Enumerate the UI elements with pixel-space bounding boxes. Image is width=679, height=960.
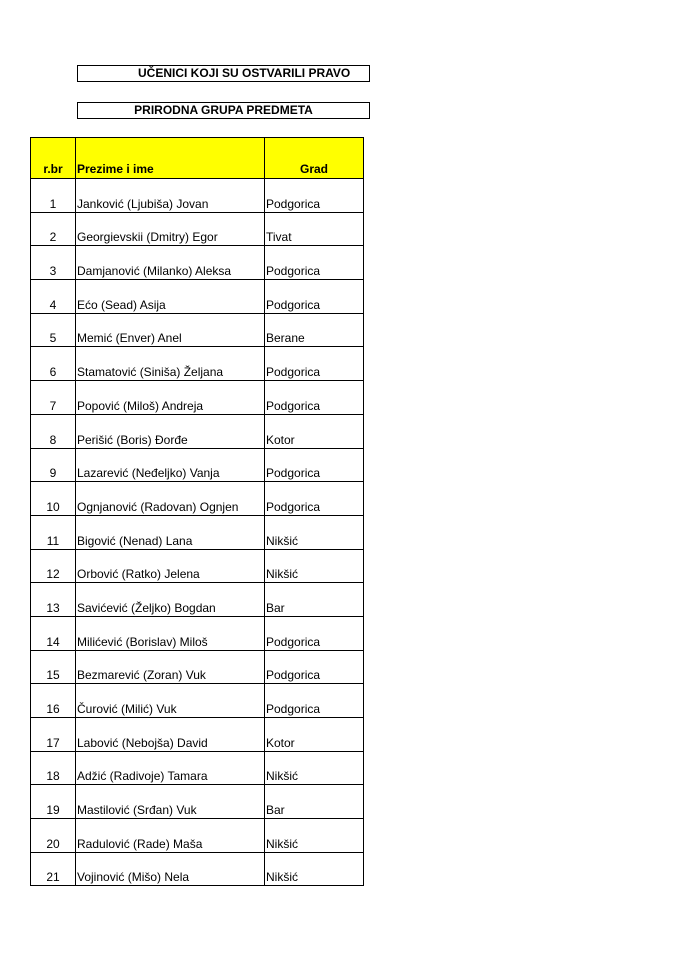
row-number: 3: [31, 246, 76, 280]
student-name: Radulović (Rade) Maša: [76, 819, 265, 853]
row-number: 13: [31, 583, 76, 617]
row-number: 12: [31, 549, 76, 583]
row-number: 10: [31, 482, 76, 516]
row-number: 2: [31, 212, 76, 246]
row-number: 11: [31, 515, 76, 549]
student-name: Damjanović (Milanko) Aleksa: [76, 246, 265, 280]
table-row: [31, 448, 364, 482]
row-number: 14: [31, 616, 76, 650]
table-row: [31, 347, 364, 381]
student-city: Nikšić: [265, 819, 364, 853]
student-name: Orbović (Ratko) Jelena: [76, 549, 265, 583]
header-name: Prezime i ime: [76, 138, 265, 179]
student-name: Milićević (Borislav) Miloš: [76, 616, 265, 650]
table-row: [31, 852, 364, 886]
table-row: [31, 246, 364, 280]
table-row: [31, 414, 364, 448]
student-name: Bigović (Nenad) Lana: [76, 515, 265, 549]
row-number: 17: [31, 718, 76, 752]
student-city: Podgorica: [265, 448, 364, 482]
row-number: 5: [31, 313, 76, 347]
student-name: Vojinović (Mišo) Nela: [76, 852, 265, 886]
student-city: Nikšić: [265, 515, 364, 549]
student-city: Berane: [265, 313, 364, 347]
students-table: [30, 137, 364, 886]
table-row: [31, 482, 364, 516]
row-number: 21: [31, 852, 76, 886]
table-row: [31, 212, 364, 246]
student-city: Podgorica: [265, 246, 364, 280]
student-city: Podgorica: [265, 381, 364, 415]
student-city: Podgorica: [265, 650, 364, 684]
table-row: [31, 515, 364, 549]
student-city: Kotor: [265, 718, 364, 752]
table-row: [31, 583, 364, 617]
student-name: Labović (Nebojša) David: [76, 718, 265, 752]
student-name: Bezmarević (Zoran) Vuk: [76, 650, 265, 684]
student-city: Nikšić: [265, 549, 364, 583]
table-row: [31, 785, 364, 819]
row-number: 4: [31, 280, 76, 314]
student-city: Podgorica: [265, 347, 364, 381]
student-name: Perišić (Boris) Đorđe: [76, 414, 265, 448]
row-number: 6: [31, 347, 76, 381]
student-city: Kotor: [265, 414, 364, 448]
student-city: Nikšić: [265, 751, 364, 785]
row-number: 16: [31, 684, 76, 718]
student-city: Bar: [265, 785, 364, 819]
header-city: Grad: [265, 138, 364, 179]
student-name: Ećo (Sead) Asija: [76, 280, 265, 314]
student-name: Janković (Ljubiša) Jovan: [76, 179, 265, 213]
student-name: Memić (Enver) Anel: [76, 313, 265, 347]
row-number: 18: [31, 751, 76, 785]
header-number: r.br: [31, 138, 76, 179]
student-city: Podgorica: [265, 616, 364, 650]
table-row: [31, 819, 364, 853]
student-name: Lazarević (Neđeljko) Vanja: [76, 448, 265, 482]
table-row: [31, 179, 364, 213]
row-number: 9: [31, 448, 76, 482]
subject-group-box: [77, 102, 370, 119]
row-number: 20: [31, 819, 76, 853]
table-row: [31, 751, 364, 785]
table-header-row: [31, 138, 364, 179]
row-number: 7: [31, 381, 76, 415]
table-row: [31, 381, 364, 415]
row-number: 8: [31, 414, 76, 448]
student-city: Podgorica: [265, 179, 364, 213]
subject-group-title: PRIRODNA GRUPA PREDMETA: [134, 103, 313, 117]
row-number: 1: [31, 179, 76, 213]
student-city: Podgorica: [265, 280, 364, 314]
table-row: [31, 650, 364, 684]
student-name: Adžić (Radivoje) Tamara: [76, 751, 265, 785]
student-name: Popović (Miloš) Andreja: [76, 381, 265, 415]
student-name: Stamatović (Siniša) Željana: [76, 347, 265, 381]
student-name: Mastilović (Srđan) Vuk: [76, 785, 265, 819]
table-row: [31, 616, 364, 650]
row-number: 15: [31, 650, 76, 684]
student-city: Tivat: [265, 212, 364, 246]
student-city: Podgorica: [265, 482, 364, 516]
table-row: [31, 549, 364, 583]
student-name: Georgievskii (Dmitry) Egor: [76, 212, 265, 246]
student-city: Nikšić: [265, 852, 364, 886]
table-row: [31, 684, 364, 718]
table-row: [31, 718, 364, 752]
table-row: [31, 313, 364, 347]
row-number: 19: [31, 785, 76, 819]
document-title: UČENICI KOJI SU OSTVARILI PRAVO: [138, 66, 351, 80]
student-name: Ognjanović (Radovan) Ognjen: [76, 482, 265, 516]
document-title-box: [77, 65, 370, 82]
table-row: [31, 280, 364, 314]
student-name: Savićević (Željko) Bogdan: [76, 583, 265, 617]
student-city: Podgorica: [265, 684, 364, 718]
student-city: Bar: [265, 583, 364, 617]
student-name: Čurović (Milić) Vuk: [76, 684, 265, 718]
